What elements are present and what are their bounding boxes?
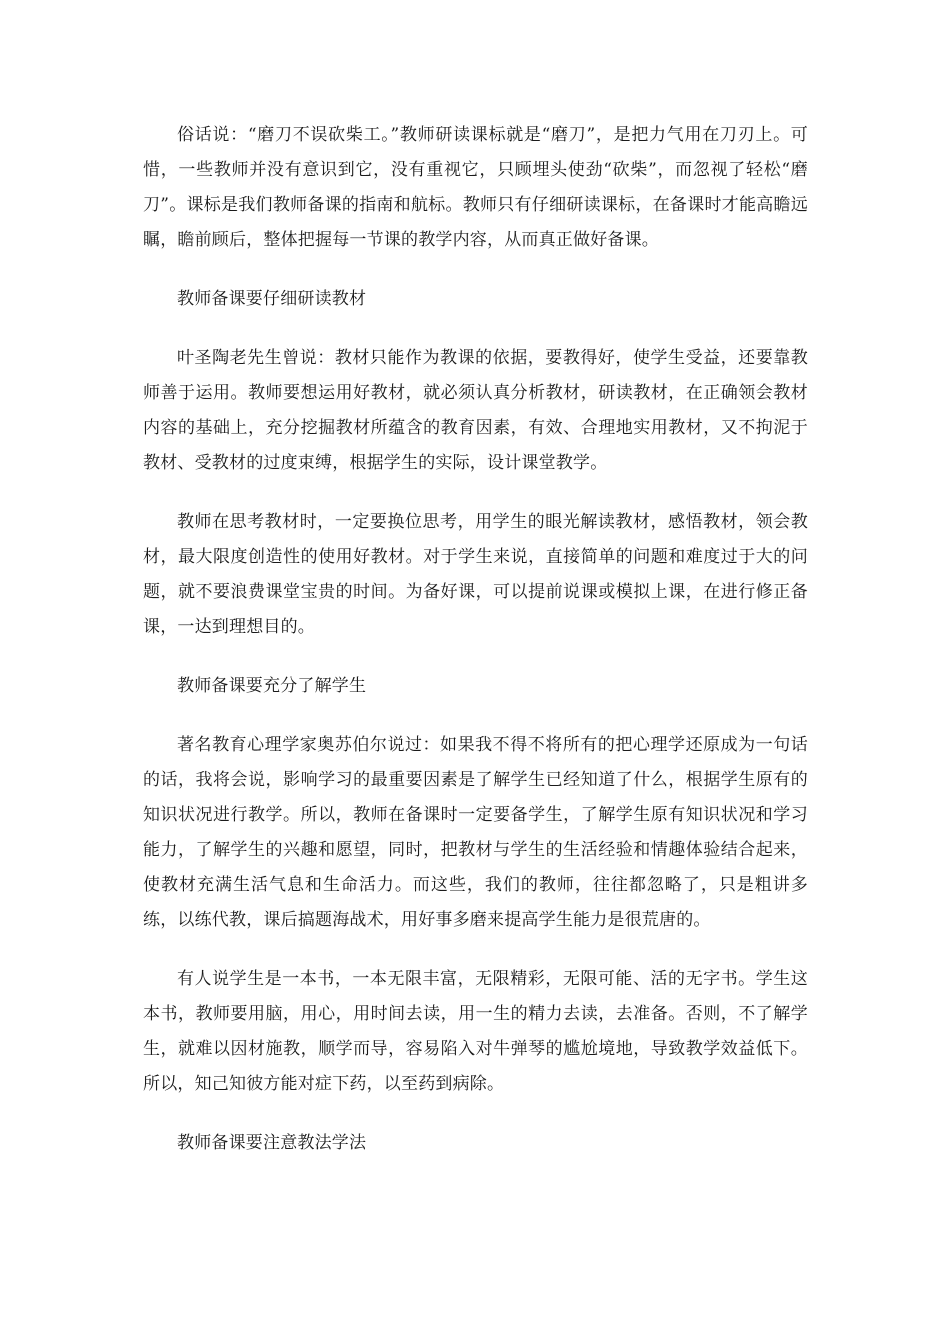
section-heading-study-textbook: 教师备课要仔细研读教材	[177, 289, 367, 309]
paragraph-students-as-book: 有人说学生是一本书，一本无限丰富，无限精彩，无限可能、活的无字书。学生这本书，教师要用脑，用心，用时间去读，用一生的精力去读，去准备。否则，不了解学生，就难以因材施教，顺学而导，容易陷入对牛弹琴的尴尬境地，导致教学效益低下。所以，知己知彼方能对症下药，以至药到病除。	[143, 969, 808, 1094]
section-heading-understand-students: 教师备课要充分了解学生	[177, 676, 367, 696]
paragraph-perspective-thinking: 教师在思考教材时，一定要换位思考，用学生的眼光解读教材，感悟教材，领会教材，最大限度创造性的使用好教材。对于学生来说，直接简单的问题和难度过于大的问题，就不要浪费课堂宝贵的时间。为备好课，可以提前说课或模拟上课，在进行修正备课，一达到理想目的。	[143, 512, 808, 637]
paragraph-ye-shengtao: 叶圣陶老先生曾说：教材只能作为教课的依据，要教得好，使学生受益，还要靠教师善于运用。教师要想运用好教材，就必须认真分析教材，研读教材，在正确领会教材内容的基础上，充分挖掘教材所蕴含的教育因素，有效、合理地实用教材，又不拘泥于教材、受教材的过度束缚，根据学生的实际，设计课堂教学。	[143, 348, 808, 473]
paragraph-sharpen-knife: 俗话说：“磨刀不误砍柴工。”教师研读课标就是“磨刀”，是把力气用在刀刃上。可惜，一些教师并没有意识到它，没有重视它，只顾埋头使劲“砍柴”，而忽视了轻松“磨刀”。课标是我们教师备课的指南和航标。教师只有仔细研读课标，在备课时才能高瞻远瞩，瞻前顾后，整体把握每一节课的教学内容，从而真正做好备课。	[143, 125, 808, 250]
paragraph-ausubel: 著名教育心理学家奥苏伯尔说过：如果我不得不将所有的把心理学还原成为一句话的话，我将会说，影响学习的最重要因素是了解学生已经知道了什么，根据学生原有的知识状况进行教学。所以，教师在备课时一定要备学生，了解学生原有知识状况和学习能力，了解学生的兴趣和愿望，同时，把教材与学生的生活经验和情趣体验结合起来，使教材充满生活气息和生命活力。而这些，我们的教师，往往都忽略了，只是粗讲多练，以练代教，课后搞题海战术，用好事多磨来提高学生能力是很荒唐的。	[143, 735, 808, 930]
document-body	[143, 118, 808, 1185]
section-heading-teaching-methods: 教师备课要注意教法学法	[177, 1133, 367, 1153]
